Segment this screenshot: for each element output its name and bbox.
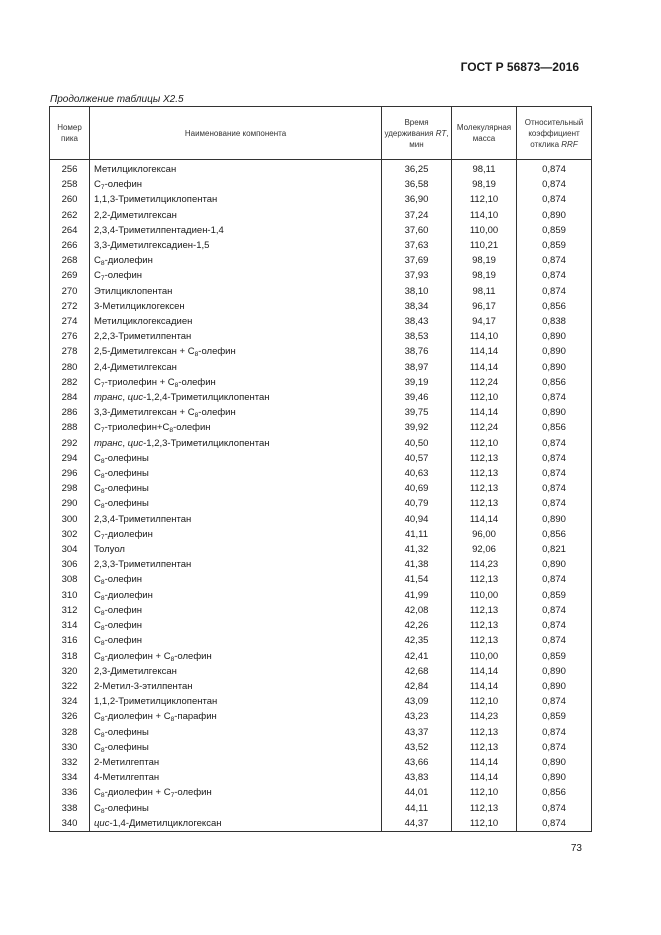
cell-peak-number: 266 bbox=[50, 238, 90, 253]
cell-retention-time: 43,83 bbox=[382, 770, 452, 785]
cell-molecular-mass: 96,17 bbox=[452, 299, 517, 314]
cell-retention-time: 43,09 bbox=[382, 694, 452, 709]
cell-molecular-mass: 112,10 bbox=[452, 436, 517, 451]
cell-retention-time: 37,69 bbox=[382, 253, 452, 268]
cell-molecular-mass: 112,24 bbox=[452, 420, 517, 435]
table-caption: Продолжение таблицы Х2.5 bbox=[50, 94, 184, 105]
cell-molecular-mass: 98,19 bbox=[452, 253, 517, 268]
table-row bbox=[50, 557, 592, 572]
cell-component-name: $C_8$-диолефин bbox=[90, 588, 382, 603]
table-row bbox=[50, 740, 592, 755]
cell-rrf: 0,874 bbox=[517, 603, 592, 618]
cell-component-name: $C_8$-олефины bbox=[90, 451, 382, 466]
cell-component-name: 1,1,3-Триметилциклопентан bbox=[90, 192, 382, 207]
cell-molecular-mass: 98,19 bbox=[452, 268, 517, 283]
cell-peak-number: 280 bbox=[50, 360, 90, 375]
table-row bbox=[50, 451, 592, 466]
cell-component-name: Этилциклопентан bbox=[90, 284, 382, 299]
cell-retention-time: 41,11 bbox=[382, 527, 452, 542]
cell-component-name: $C_8$-диолефин + $C_8$-олефин bbox=[90, 649, 382, 664]
cell-rrf: 0,856 bbox=[517, 527, 592, 542]
cell-component-name: $C_8$-олефины bbox=[90, 725, 382, 740]
cell-molecular-mass: 112,10 bbox=[452, 694, 517, 709]
cell-molecular-mass: 114,10 bbox=[452, 329, 517, 344]
cell-peak-number: 322 bbox=[50, 679, 90, 694]
cell-retention-time: 39,19 bbox=[382, 375, 452, 390]
cell-retention-time: 43,23 bbox=[382, 709, 452, 724]
table-row bbox=[50, 649, 592, 664]
cell-rrf: 0,890 bbox=[517, 770, 592, 785]
cell-rrf: 0,874 bbox=[517, 390, 592, 405]
cell-retention-time: 38,76 bbox=[382, 344, 452, 359]
table-row bbox=[50, 770, 592, 785]
cell-component-name: Толуол bbox=[90, 542, 382, 557]
cell-peak-number: 276 bbox=[50, 329, 90, 344]
cell-molecular-mass: 110,00 bbox=[452, 649, 517, 664]
cell-component-name: $C_8$-олефин bbox=[90, 618, 382, 633]
cell-peak-number: 300 bbox=[50, 512, 90, 527]
table-row bbox=[50, 177, 592, 192]
cell-peak-number: 296 bbox=[50, 466, 90, 481]
cell-component-name: $C_8$-олефины bbox=[90, 740, 382, 755]
table-row bbox=[50, 496, 592, 511]
table-row bbox=[50, 405, 592, 420]
cell-rrf: 0,838 bbox=[517, 314, 592, 329]
cell-molecular-mass: 114,14 bbox=[452, 512, 517, 527]
cell-rrf: 0,874 bbox=[517, 481, 592, 496]
cell-peak-number: 290 bbox=[50, 496, 90, 511]
cell-peak-number: 284 bbox=[50, 390, 90, 405]
cell-retention-time: 41,38 bbox=[382, 557, 452, 572]
cell-peak-number: 268 bbox=[50, 253, 90, 268]
cell-molecular-mass: 96,00 bbox=[452, 527, 517, 542]
cell-molecular-mass: 114,14 bbox=[452, 360, 517, 375]
cell-rrf: 0,874 bbox=[517, 436, 592, 451]
table-row bbox=[50, 542, 592, 557]
table-row bbox=[50, 588, 592, 603]
cell-molecular-mass: 114,14 bbox=[452, 770, 517, 785]
cell-peak-number: 282 bbox=[50, 375, 90, 390]
cell-molecular-mass: 98,11 bbox=[452, 284, 517, 299]
cell-retention-time: 42,08 bbox=[382, 603, 452, 618]
cell-peak-number: 298 bbox=[50, 481, 90, 496]
cell-molecular-mass: 112,13 bbox=[452, 481, 517, 496]
table-row bbox=[50, 329, 592, 344]
cell-molecular-mass: 112,13 bbox=[452, 618, 517, 633]
cell-rrf: 0,874 bbox=[517, 725, 592, 740]
cell-retention-time: 43,37 bbox=[382, 725, 452, 740]
cell-rrf: 0,890 bbox=[517, 679, 592, 694]
cell-rrf: 0,874 bbox=[517, 253, 592, 268]
cell-component-name: $C_8$-олефины bbox=[90, 481, 382, 496]
cell-rrf: 0,859 bbox=[517, 649, 592, 664]
cell-retention-time: 38,10 bbox=[382, 284, 452, 299]
cell-retention-time: 43,66 bbox=[382, 755, 452, 770]
cell-molecular-mass: 112,13 bbox=[452, 603, 517, 618]
cell-rrf: 0,874 bbox=[517, 496, 592, 511]
table-row bbox=[50, 375, 592, 390]
table-row bbox=[50, 314, 592, 329]
cell-component-name: Метилциклогексадиен bbox=[90, 314, 382, 329]
header-rrf: Относительный коэффициент отклика RRF bbox=[517, 107, 592, 160]
cell-retention-time: 41,99 bbox=[382, 588, 452, 603]
cell-molecular-mass: 112,10 bbox=[452, 390, 517, 405]
cell-retention-time: 40,57 bbox=[382, 451, 452, 466]
cell-molecular-mass: 114,14 bbox=[452, 664, 517, 679]
cell-peak-number: 260 bbox=[50, 192, 90, 207]
cell-peak-number: 258 bbox=[50, 177, 90, 192]
cell-retention-time: 39,92 bbox=[382, 420, 452, 435]
cell-retention-time: 38,43 bbox=[382, 314, 452, 329]
cell-peak-number: 302 bbox=[50, 527, 90, 542]
cell-peak-number: 264 bbox=[50, 223, 90, 238]
cell-molecular-mass: 114,14 bbox=[452, 755, 517, 770]
table-header-row bbox=[50, 107, 592, 160]
cell-retention-time: 36,90 bbox=[382, 192, 452, 207]
cell-molecular-mass: 112,13 bbox=[452, 633, 517, 648]
cell-molecular-mass: 112,13 bbox=[452, 725, 517, 740]
cell-rrf: 0,874 bbox=[517, 572, 592, 587]
cell-molecular-mass: 94,17 bbox=[452, 314, 517, 329]
cell-peak-number: 272 bbox=[50, 299, 90, 314]
table-row bbox=[50, 436, 592, 451]
cell-rrf: 0,856 bbox=[517, 785, 592, 800]
table-row bbox=[50, 603, 592, 618]
cell-component-name: $C_7$-диолефин bbox=[90, 527, 382, 542]
header-retention-time: Время удерживания RT, мин bbox=[382, 107, 452, 160]
cell-component-name: 2,3,4-Триметилпентадиен-1,4 bbox=[90, 223, 382, 238]
table-row bbox=[50, 344, 592, 359]
cell-peak-number: 304 bbox=[50, 542, 90, 557]
cell-peak-number: 332 bbox=[50, 755, 90, 770]
cell-rrf: 0,890 bbox=[517, 208, 592, 223]
cell-retention-time: 40,94 bbox=[382, 512, 452, 527]
cell-molecular-mass: 112,10 bbox=[452, 785, 517, 800]
cell-molecular-mass: 114,14 bbox=[452, 405, 517, 420]
cell-peak-number: 310 bbox=[50, 588, 90, 603]
cell-rrf: 0,859 bbox=[517, 709, 592, 724]
table-row bbox=[50, 618, 592, 633]
cell-component-name: 1,1,2-Триметилциклопентан bbox=[90, 694, 382, 709]
cell-component-name: 2-Метилгептан bbox=[90, 755, 382, 770]
cell-component-name: 2,2,3-Триметилпентан bbox=[90, 329, 382, 344]
cell-molecular-mass: 112,13 bbox=[452, 466, 517, 481]
table-row bbox=[50, 725, 592, 740]
table-row bbox=[50, 253, 592, 268]
cell-rrf: 0,859 bbox=[517, 588, 592, 603]
cell-component-name: $C_8$-олефины bbox=[90, 801, 382, 816]
cell-retention-time: 39,75 bbox=[382, 405, 452, 420]
cell-component-name: $C_8$-олефины bbox=[90, 466, 382, 481]
cell-rrf: 0,859 bbox=[517, 223, 592, 238]
cell-peak-number: 320 bbox=[50, 664, 90, 679]
cell-retention-time: 42,84 bbox=[382, 679, 452, 694]
cell-component-name: 2,3,4-Триметилпентан bbox=[90, 512, 382, 527]
table-row bbox=[50, 755, 592, 770]
cell-component-name: 2-Метил-3-этилпентан bbox=[90, 679, 382, 694]
cell-component-name: 2,2-Диметилгексан bbox=[90, 208, 382, 223]
cell-rrf: 0,859 bbox=[517, 238, 592, 253]
cell-rrf: 0,874 bbox=[517, 466, 592, 481]
table-row bbox=[50, 360, 592, 375]
cell-rrf: 0,874 bbox=[517, 177, 592, 192]
table-row bbox=[50, 572, 592, 587]
cell-component-name: $C_8$-олефины bbox=[90, 496, 382, 511]
table-row bbox=[50, 466, 592, 481]
document-code: ГОСТ Р 56873—2016 bbox=[460, 60, 579, 74]
cell-rrf: 0,856 bbox=[517, 375, 592, 390]
cell-peak-number: 324 bbox=[50, 694, 90, 709]
cell-component-name: 3-Метилциклогексен bbox=[90, 299, 382, 314]
cell-rrf: 0,856 bbox=[517, 299, 592, 314]
table-row bbox=[50, 420, 592, 435]
cell-retention-time: 38,34 bbox=[382, 299, 452, 314]
cell-peak-number: 336 bbox=[50, 785, 90, 800]
cell-rrf: 0,890 bbox=[517, 755, 592, 770]
cell-molecular-mass: 112,10 bbox=[452, 816, 517, 832]
table-row bbox=[50, 512, 592, 527]
cell-component-name: $C_7-триолефин+C_8$-олефин bbox=[90, 420, 382, 435]
table-row bbox=[50, 208, 592, 223]
cell-peak-number: 312 bbox=[50, 603, 90, 618]
table-row bbox=[50, 481, 592, 496]
cell-retention-time: 39,46 bbox=[382, 390, 452, 405]
cell-rrf: 0,890 bbox=[517, 557, 592, 572]
cell-molecular-mass: 112,13 bbox=[452, 572, 517, 587]
table-row bbox=[50, 390, 592, 405]
cell-peak-number: 278 bbox=[50, 344, 90, 359]
cell-retention-time: 41,54 bbox=[382, 572, 452, 587]
cell-peak-number: 286 bbox=[50, 405, 90, 420]
table-row bbox=[50, 192, 592, 207]
cell-component-name: 2,3,3-Триметилпентан bbox=[90, 557, 382, 572]
cell-rrf: 0,874 bbox=[517, 160, 592, 178]
table-row bbox=[50, 709, 592, 724]
cell-rrf: 0,874 bbox=[517, 192, 592, 207]
cell-molecular-mass: 112,24 bbox=[452, 375, 517, 390]
cell-peak-number: 338 bbox=[50, 801, 90, 816]
cell-peak-number: 314 bbox=[50, 618, 90, 633]
cell-rrf: 0,874 bbox=[517, 694, 592, 709]
cell-rrf: 0,890 bbox=[517, 329, 592, 344]
cell-peak-number: 316 bbox=[50, 633, 90, 648]
cell-rrf: 0,874 bbox=[517, 451, 592, 466]
cell-retention-time: 44,01 bbox=[382, 785, 452, 800]
cell-rrf: 0,890 bbox=[517, 512, 592, 527]
table-row bbox=[50, 527, 592, 542]
cell-rrf: 0,874 bbox=[517, 740, 592, 755]
cell-peak-number: 270 bbox=[50, 284, 90, 299]
cell-peak-number: 288 bbox=[50, 420, 90, 435]
header-peak-number: Номер пика bbox=[50, 107, 90, 160]
cell-rrf: 0,874 bbox=[517, 801, 592, 816]
cell-component-name: $C_8$-олефин bbox=[90, 633, 382, 648]
table-row bbox=[50, 299, 592, 314]
cell-peak-number: 269 bbox=[50, 268, 90, 283]
cell-retention-time: 40,69 bbox=[382, 481, 452, 496]
cell-peak-number: 334 bbox=[50, 770, 90, 785]
cell-component-name: $C_7$-олефин bbox=[90, 177, 382, 192]
cell-molecular-mass: 112,13 bbox=[452, 451, 517, 466]
cell-molecular-mass: 92,06 bbox=[452, 542, 517, 557]
cell-peak-number: 274 bbox=[50, 314, 90, 329]
cell-molecular-mass: 110,00 bbox=[452, 223, 517, 238]
table-row bbox=[50, 694, 592, 709]
cell-molecular-mass: 98,11 bbox=[452, 160, 517, 178]
cell-rrf: 0,874 bbox=[517, 268, 592, 283]
cell-molecular-mass: 114,14 bbox=[452, 679, 517, 694]
cell-component-name: 2,5-Диметилгексан + $C_8$-олефин bbox=[90, 344, 382, 359]
cell-rrf: 0,874 bbox=[517, 633, 592, 648]
cell-retention-time: 36,25 bbox=[382, 160, 452, 178]
cell-peak-number: 328 bbox=[50, 725, 90, 740]
cell-component-name: $C_7$-триолефин + $C_8$-олефин bbox=[90, 375, 382, 390]
cell-molecular-mass: 114,23 bbox=[452, 557, 517, 572]
cell-retention-time: 40,50 bbox=[382, 436, 452, 451]
table-row bbox=[50, 160, 592, 178]
table-row bbox=[50, 679, 592, 694]
table-row bbox=[50, 785, 592, 800]
cell-retention-time: 42,68 bbox=[382, 664, 452, 679]
cell-peak-number: 294 bbox=[50, 451, 90, 466]
cell-component-name: $C_8$-олефин bbox=[90, 572, 382, 587]
cell-retention-time: 42,35 bbox=[382, 633, 452, 648]
cell-retention-time: 36,58 bbox=[382, 177, 452, 192]
table-row bbox=[50, 223, 592, 238]
cell-molecular-mass: 98,19 bbox=[452, 177, 517, 192]
cell-molecular-mass: 114,23 bbox=[452, 709, 517, 724]
table-row bbox=[50, 801, 592, 816]
header-component-name: Наименование компонента bbox=[90, 107, 382, 160]
cell-molecular-mass: 112,13 bbox=[452, 801, 517, 816]
cell-peak-number: 256 bbox=[50, 160, 90, 178]
cell-component-name: 3,3-Диметилгексадиен-1,5 bbox=[90, 238, 382, 253]
cell-retention-time: 43,52 bbox=[382, 740, 452, 755]
cell-retention-time: 44,37 bbox=[382, 816, 452, 832]
table-row bbox=[50, 633, 592, 648]
cell-rrf: 0,890 bbox=[517, 664, 592, 679]
cell-component-name: транс, цис-1,2,3-Триметилциклопентан bbox=[90, 436, 382, 451]
cell-component-name: 4-Метилгептан bbox=[90, 770, 382, 785]
cell-peak-number: 318 bbox=[50, 649, 90, 664]
cell-peak-number: 306 bbox=[50, 557, 90, 572]
cell-retention-time: 41,32 bbox=[382, 542, 452, 557]
cell-component-name: $C_8$-олефин bbox=[90, 603, 382, 618]
cell-retention-time: 40,79 bbox=[382, 496, 452, 511]
header-molecular-mass: Молекулярная масса bbox=[452, 107, 517, 160]
cell-molecular-mass: 114,14 bbox=[452, 344, 517, 359]
cell-peak-number: 330 bbox=[50, 740, 90, 755]
cell-component-name: Метилциклогексан bbox=[90, 160, 382, 178]
table-row bbox=[50, 268, 592, 283]
cell-retention-time: 42,26 bbox=[382, 618, 452, 633]
cell-peak-number: 308 bbox=[50, 572, 90, 587]
table-row bbox=[50, 664, 592, 679]
page-number: 73 bbox=[570, 843, 582, 854]
cell-component-name: 2,3-Диметилгексан bbox=[90, 664, 382, 679]
cell-component-name: 3,3-Диметилгексан + $C_8$-олефин bbox=[90, 405, 382, 420]
cell-rrf: 0,890 bbox=[517, 360, 592, 375]
cell-retention-time: 37,93 bbox=[382, 268, 452, 283]
cell-molecular-mass: 110,21 bbox=[452, 238, 517, 253]
cell-rrf: 0,890 bbox=[517, 405, 592, 420]
cell-rrf: 0,856 bbox=[517, 420, 592, 435]
cell-retention-time: 44,11 bbox=[382, 801, 452, 816]
cell-retention-time: 37,63 bbox=[382, 238, 452, 253]
cell-component-name: $C_7$-олефин bbox=[90, 268, 382, 283]
cell-molecular-mass: 112,13 bbox=[452, 496, 517, 511]
cell-retention-time: 42,41 bbox=[382, 649, 452, 664]
cell-retention-time: 40,63 bbox=[382, 466, 452, 481]
cell-molecular-mass: 112,13 bbox=[452, 740, 517, 755]
cell-peak-number: 326 bbox=[50, 709, 90, 724]
cell-rrf: 0,890 bbox=[517, 344, 592, 359]
cell-component-name: $C_8$-диолефин + $C_7$-олефин bbox=[90, 785, 382, 800]
cell-component-name: транс, цис-1,2,4-Триметилциклопентан bbox=[90, 390, 382, 405]
table-row bbox=[50, 816, 592, 832]
cell-retention-time: 37,24 bbox=[382, 208, 452, 223]
cell-component-name: 2,4-Диметилгексан bbox=[90, 360, 382, 375]
cell-peak-number: 292 bbox=[50, 436, 90, 451]
cell-molecular-mass: 112,10 bbox=[452, 192, 517, 207]
cell-rrf: 0,821 bbox=[517, 542, 592, 557]
cell-retention-time: 37,60 bbox=[382, 223, 452, 238]
table-row bbox=[50, 284, 592, 299]
cell-component-name: $C_8$-диолефин bbox=[90, 253, 382, 268]
cell-retention-time: 38,53 bbox=[382, 329, 452, 344]
cell-molecular-mass: 110,00 bbox=[452, 588, 517, 603]
cell-retention-time: 38,97 bbox=[382, 360, 452, 375]
cell-rrf: 0,874 bbox=[517, 816, 592, 832]
cell-rrf: 0,874 bbox=[517, 284, 592, 299]
table-row bbox=[50, 238, 592, 253]
cell-molecular-mass: 114,10 bbox=[452, 208, 517, 223]
components-table bbox=[49, 106, 592, 832]
cell-component-name: $C_8$-диолефин + $C_8$-парафин bbox=[90, 709, 382, 724]
table-body bbox=[50, 160, 592, 832]
cell-peak-number: 262 bbox=[50, 208, 90, 223]
cell-component-name: цис-1,4-Диметилциклогексан bbox=[90, 816, 382, 832]
cell-rrf: 0,874 bbox=[517, 618, 592, 633]
cell-peak-number: 340 bbox=[50, 816, 90, 832]
